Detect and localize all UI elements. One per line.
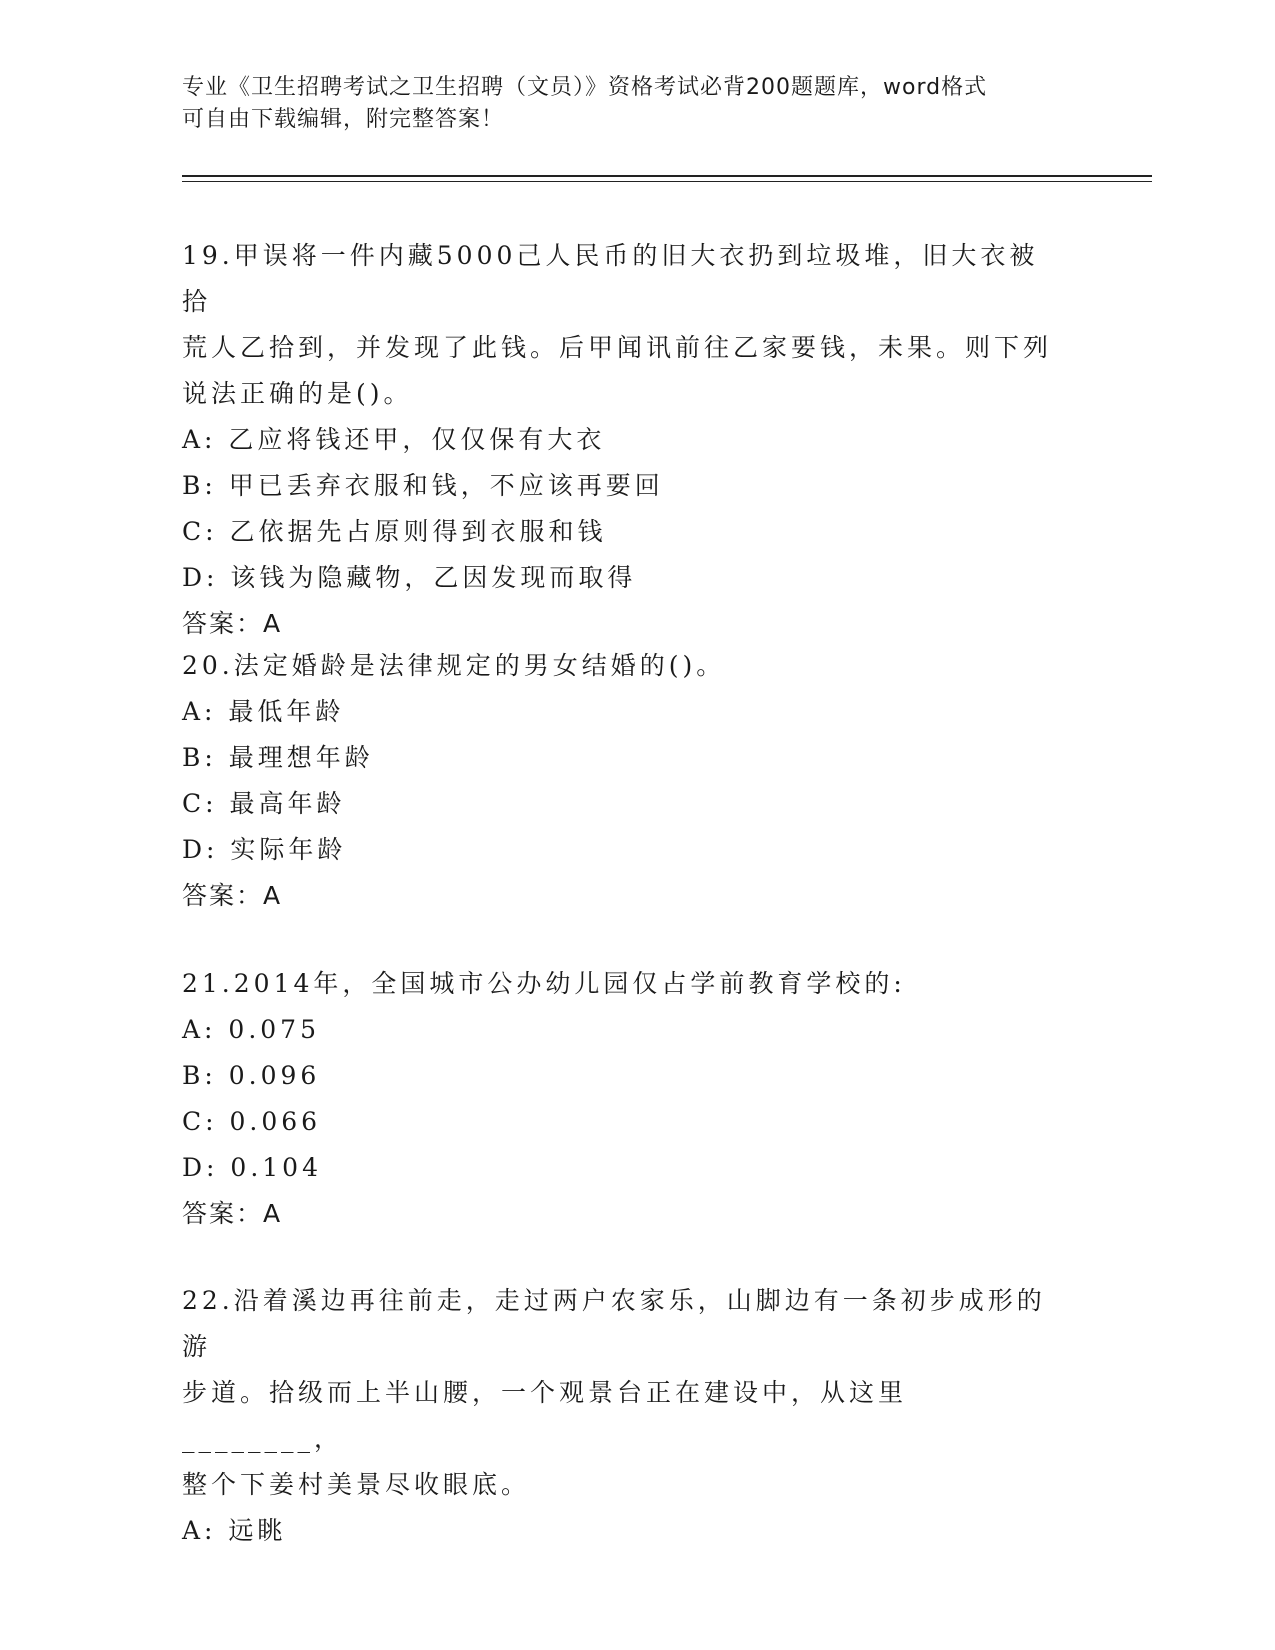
option-a: A: 最低年龄 xyxy=(182,697,345,726)
question-text-line: 说法正确的是()。 xyxy=(182,379,413,408)
option-a: A: 远眺 xyxy=(182,1516,287,1545)
question-text-line: 22.沿着溪边再往前走，走过两户农家乐，山脚边有一条初步成形的游 xyxy=(182,1286,1046,1361)
option-c: C: 0.066 xyxy=(182,1107,322,1136)
option-b: B: 0.096 xyxy=(182,1061,321,1090)
option-b: B: 甲已丢弃衣服和钱，不应该再要回 xyxy=(182,471,664,500)
question-text-line: 步道。拾级而上半山腰，一个观景台正在建设中，从这里________， xyxy=(182,1378,908,1453)
question-20 xyxy=(182,643,1062,919)
header-divider-thick xyxy=(182,175,1152,177)
document-header xyxy=(182,72,1062,136)
question-text-line: 20.法定婚龄是法律规定的男女结婚的()。 xyxy=(182,651,726,680)
question-21 xyxy=(182,961,1062,1237)
question-text-line: 21.2014年，全国城市公办幼儿园仅占学前教育学校的: xyxy=(182,969,906,998)
option-c: C: 乙依据先占原则得到衣服和钱 xyxy=(182,517,607,546)
header-line-2: 可自由下载编辑，附完整答案！ xyxy=(182,107,505,132)
answer-line: 答案：A xyxy=(182,609,283,638)
question-text-line: 整个下姜村美景尽收眼底。 xyxy=(182,1470,531,1499)
answer-line: 答案：A xyxy=(182,1199,283,1228)
question-22 xyxy=(182,1278,1062,1554)
option-d: D: 0.104 xyxy=(182,1153,322,1182)
question-text-line: 19.甲误将一件内藏5000己人民币的旧大衣扔到垃圾堆，旧大衣被拾 xyxy=(182,241,1039,316)
question-text-line: 荒人乙拾到，并发现了此钱。后甲闻讯前往乙家要钱，未果。则下列 xyxy=(182,333,1053,362)
option-a: A: 乙应将钱还甲，仅仅保有大衣 xyxy=(182,425,606,454)
option-c: C: 最高年龄 xyxy=(182,789,346,818)
option-d: D: 该钱为隐藏物，乙因发现而取得 xyxy=(182,563,637,592)
answer-line: 答案：A xyxy=(182,881,283,910)
header-divider-thin xyxy=(182,181,1152,182)
header-line-1: 专业《卫生招聘考试之卫生招聘（文员）》资格考试必背200题题库，word格式 xyxy=(182,75,988,100)
option-d: D: 实际年龄 xyxy=(182,835,347,864)
option-a: A: 0.075 xyxy=(182,1015,320,1044)
question-19 xyxy=(182,233,1062,647)
option-b: B: 最理想年龄 xyxy=(182,743,374,772)
